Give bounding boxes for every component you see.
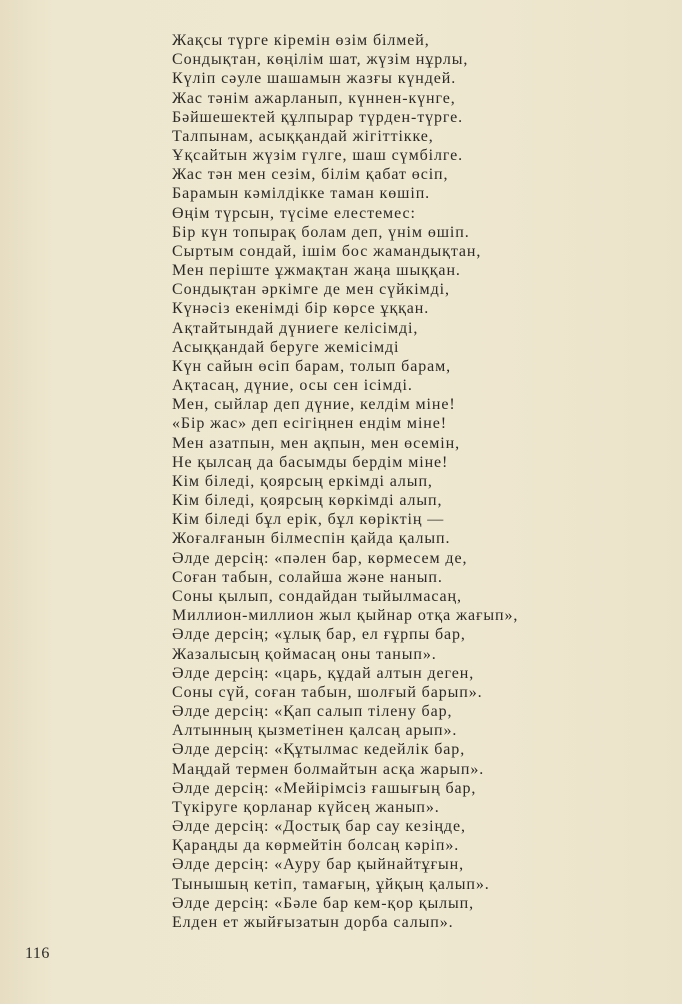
poem-line: Қараңды да көрмейтін болсаң кәріп». bbox=[172, 837, 460, 855]
poem-line: Күн сайын өсіп барам, толып барам, bbox=[172, 357, 452, 375]
poem-line: Жазалысың қоймасаң оны танып». bbox=[172, 645, 437, 663]
poem-line: Кім біледі, қоярсың еркімді алып, bbox=[172, 472, 433, 490]
poem-line: Талпынам, асыққандай жігіттікке, bbox=[172, 127, 434, 145]
poem-line: Кім біледі бұл ерік, бұл көріктің — bbox=[172, 511, 445, 529]
poem-line: Әлде дерсің: «Қап салып тілену бар, bbox=[172, 703, 453, 721]
poem-text bbox=[172, 31, 642, 932]
poem-line: Жақсы түрге кіремін өзім білмей, bbox=[172, 32, 430, 49]
poem-line: Өңім түрсын, түсіме елестемес: bbox=[172, 204, 416, 222]
poem-line: Не қылсаң да басымды бердім міне! bbox=[172, 453, 449, 471]
poem-line: Елден ет жыйғызатын дорба салып». bbox=[172, 913, 454, 931]
poem-line: Соны сүй, соған табын, шолғый барып». bbox=[172, 683, 483, 701]
poem-line: Миллион-миллион жыл қыйнар отқа жағып», bbox=[172, 607, 519, 625]
poem-line: Тынышың кетіп, тамағың, ұйқың қалып». bbox=[172, 875, 490, 893]
poem-line: Соған табын, солайша және нанып. bbox=[172, 568, 443, 586]
poem-line: Ақтайтындай дүниеге келісімді, bbox=[172, 319, 419, 337]
poem-line: Кім біледі, қоярсың көркімді алып, bbox=[172, 492, 443, 510]
poem-line: Мен азатпын, мен ақпын, мен өсемін, bbox=[172, 434, 461, 452]
poem-line: Барамын кәмілдікке таман көшіп. bbox=[172, 185, 431, 203]
poem-line: Жас тән мен сезім, білім қабат өсіп, bbox=[172, 166, 449, 184]
poem-line: «Бір жас» деп есігіңнен ендім міне! bbox=[172, 415, 447, 433]
poem-line: Жоғалғанын білмеспін қайда қалып. bbox=[172, 530, 451, 548]
poem-line: Күнәсіз екенімді бір көрсе ұққан. bbox=[172, 300, 430, 318]
poem-line: Әлде дерсің: «царь, құдай алтын деген, bbox=[172, 664, 475, 682]
page-number: 116 bbox=[25, 945, 50, 962]
poem-line: Сондықтан, көңілім шат, жүзім нұрлы, bbox=[172, 51, 469, 69]
poem-line: Ұқсайтын жүзім гүлге, шаш сүмбілге. bbox=[172, 147, 464, 165]
poem-line: Күліп сәуле шашамын жазғы күндей. bbox=[172, 70, 457, 88]
poem-line: Әлде дерсің: «Достық бар сау кезіңде, bbox=[172, 818, 466, 836]
poem-line: Соны қылып, сондайдан тыйылмасаң, bbox=[172, 587, 462, 605]
poem-line: Маңдай термен болмайтын асқа жарып». bbox=[172, 760, 485, 778]
poem-line: Әлде дерсің: «Мейірімсіз ғашығың бар, bbox=[172, 779, 477, 797]
poem-line: Асыққандай беруге жемісімді bbox=[172, 338, 400, 356]
poem-line: Алтынның қызметінен қалсаң арып». bbox=[172, 722, 458, 740]
poem-line: Мен періште ұжмақтан жаңа шыққан. bbox=[172, 262, 461, 280]
poem-line: Бәйшешектей құлпырар түрден-түрге. bbox=[172, 108, 464, 126]
poem-line: Түкіруге қорланар күйсең жанып». bbox=[172, 798, 440, 816]
poem-line: Әлде дерсің: «пәлен бар, көрмесем де, bbox=[172, 549, 468, 567]
poem-line: Жас тәнім ажарланып, күннен-күнге, bbox=[172, 89, 456, 107]
poem-line: Мен, сыйлар деп дүние, келдім міне! bbox=[172, 396, 456, 414]
poem-line: Әлде дерсің: «Құтылмас кедейлік бар, bbox=[172, 741, 466, 759]
poem-line: Әлде дерсің: «Бәле бар кем-қор қылып, bbox=[172, 894, 475, 912]
poem-line: Әлде дерсің; «ұлық бар, ел ғұрпы бар, bbox=[172, 626, 466, 644]
poem-line: Сыртым сондай, ішім бос жамандықтан, bbox=[172, 242, 482, 260]
poem-line: Әлде дерсің: «Ауру бар қыйнайтұғын, bbox=[172, 856, 465, 874]
poem-line: Ақтасаң, дүние, осы сен ісімді. bbox=[172, 377, 413, 395]
poem-line: Бір күн топырақ болам деп, үнім өшіп. bbox=[172, 223, 470, 241]
poem-line: Сондықтан әркімге де мен сүйкімді, bbox=[172, 281, 450, 299]
